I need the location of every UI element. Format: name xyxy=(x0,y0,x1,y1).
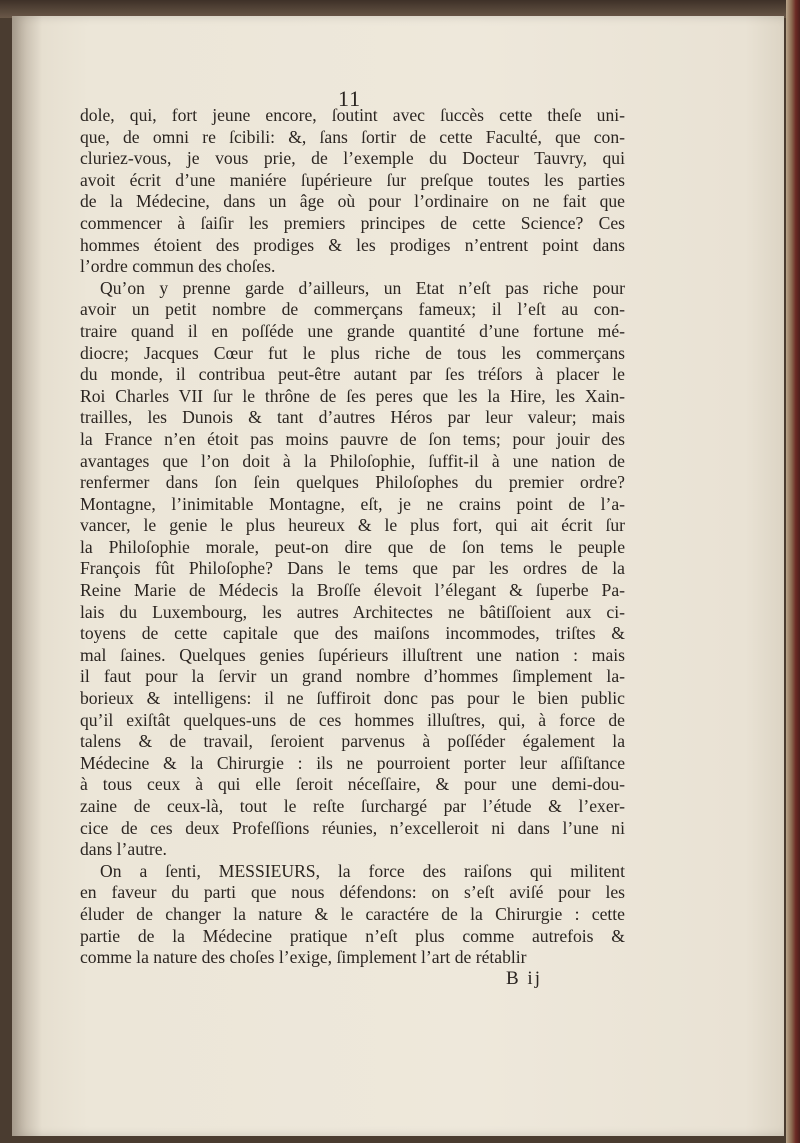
text-line: Qu’on y prenne garde d’ailleurs, un Etat n’eſt pas riche pour xyxy=(100,277,625,298)
text-line: hommes étoient des prodiges & les prodiges n’entrent point dans xyxy=(80,234,625,255)
text-line: en faveur du parti que nous défendons: on s’eſt aviſé pour les xyxy=(80,882,625,903)
text-line: On a ſenti, MESSIEURS, la force des raiſons qui militent xyxy=(100,860,625,881)
text-line: partie de la Médecine pratique n’eſt plus comme autrefois & xyxy=(80,925,625,946)
text-line: Médecine & la Chirurgie : ils ne pourroient porter leur aſſiſtance xyxy=(80,752,625,773)
text-line: la France n’en étoit pas moins pauvre de ſon tems; pour jouir des xyxy=(80,428,625,449)
text-line: dans l’autre. xyxy=(80,839,167,860)
text-line: talens & de travail, ſeroient parvenus à poſſéder également la xyxy=(80,731,625,752)
text-line: zaine de ceux-là, tout le reſte ſurchargé par l’étude & l’exer- xyxy=(80,796,625,816)
signature-mark: B ij xyxy=(506,968,542,989)
text-line: Reine Marie de Médecis la Broſſe élevoit l’élegant & ſuperbe Pa- xyxy=(80,580,625,601)
text-line: comme la nature des choſes l’exige, ſimplement l’art de rétablir xyxy=(80,947,527,968)
binding-gutter xyxy=(12,16,42,1136)
text-line: vancer, le genie le plus heureux & le plus fort, qui ait écrit ſur xyxy=(80,515,625,536)
text-line: François fût Philoſophe? Dans le tems que par les ordres de la xyxy=(80,558,625,579)
text-line: à tous ceux à qui elle ſeroit néceſſaire, & pour une demi-dou- xyxy=(80,774,625,795)
text-line: trailles, les Dunois & tant d’autres Héros par leur valeur; mais xyxy=(80,407,625,428)
text-line: que, de omni re ſcibili: &, ſans ſortir de cette Faculté, que con- xyxy=(80,126,625,147)
text-line: commencer à ſaiſir les premiers principes de cette Science? Ces xyxy=(80,212,625,233)
text-line: du monde, il contribua peut-être autant par ſes tréſors à placer le xyxy=(80,364,625,385)
text-line: lais du Luxembourg, les autres Architectes ne bâtiſſoient aux ci- xyxy=(80,601,625,622)
text-line: la Philoſophie morale, peut-on dire que de ſon tems le peuple xyxy=(80,536,625,557)
text-line: diocre; Jacques Cœur fut le plus riche de tous les commerçans xyxy=(80,342,625,363)
text-line: cice de ces deux Profeſſions réunies, n’excelleroit ni dans l’une ni xyxy=(80,817,625,838)
text-line: cluriez-vous, je vous prie, de l’exemple du Docteur Tauvry, qui xyxy=(80,148,625,169)
text-line: avoit écrit d’une maniére ſupérieure ſur preſque toutes les parties xyxy=(80,169,625,190)
text-line: mal ſaines. Quelques genies ſupérieurs illuſtrent une nation : mais xyxy=(80,644,625,665)
page-number: 11 xyxy=(338,86,362,111)
text-line: avantages que l’on doit à la Philoſophie, ſuffit-il à une nation de xyxy=(80,450,625,471)
text-line: l’ordre commun des choſes. xyxy=(80,256,276,277)
text-line: qu’il exiſtât quelques-uns de ces hommes illuſtres, qui, à force de xyxy=(80,709,625,730)
text-line: de la Médecine, dans un âge où pour l’ordinaire on ne fait que xyxy=(80,191,625,212)
text-line: Montagne, l’inimitable Montagne, eſt, je ne crains point de l’a- xyxy=(80,493,625,514)
text-line: il faut pour la ſervir un grand nombre d’hommes ſimplement la- xyxy=(80,666,625,687)
text-line: avoir un petit nombre de commerçans fameux; il l’eſt au con- xyxy=(80,299,625,320)
text-line: traire quand il en poſſéde une grande quantité d’une fortune mé- xyxy=(80,320,625,341)
body-text xyxy=(80,105,625,969)
book-edge xyxy=(786,0,800,1143)
text-line: dole, qui, fort jeune encore, ſoutint avec ſuccès cette theſe uni- xyxy=(80,105,625,125)
text-line: toyens de cette capitale que des maiſons incommodes, triſtes & xyxy=(80,623,625,644)
text-line: borieux & intelligens: il ne ſuffiroit donc pas pour le bien public xyxy=(80,688,625,709)
text-line: renfermer dans ſon ſein quelques Philoſophes du premier ordre? xyxy=(80,472,625,493)
text-line: éluder de changer la nature & le caractére de la Chirurgie : cette xyxy=(80,903,625,924)
text-line: Roi Charles VII ſur le thrône de ſes peres que les la Hire, les Xain- xyxy=(80,385,625,406)
